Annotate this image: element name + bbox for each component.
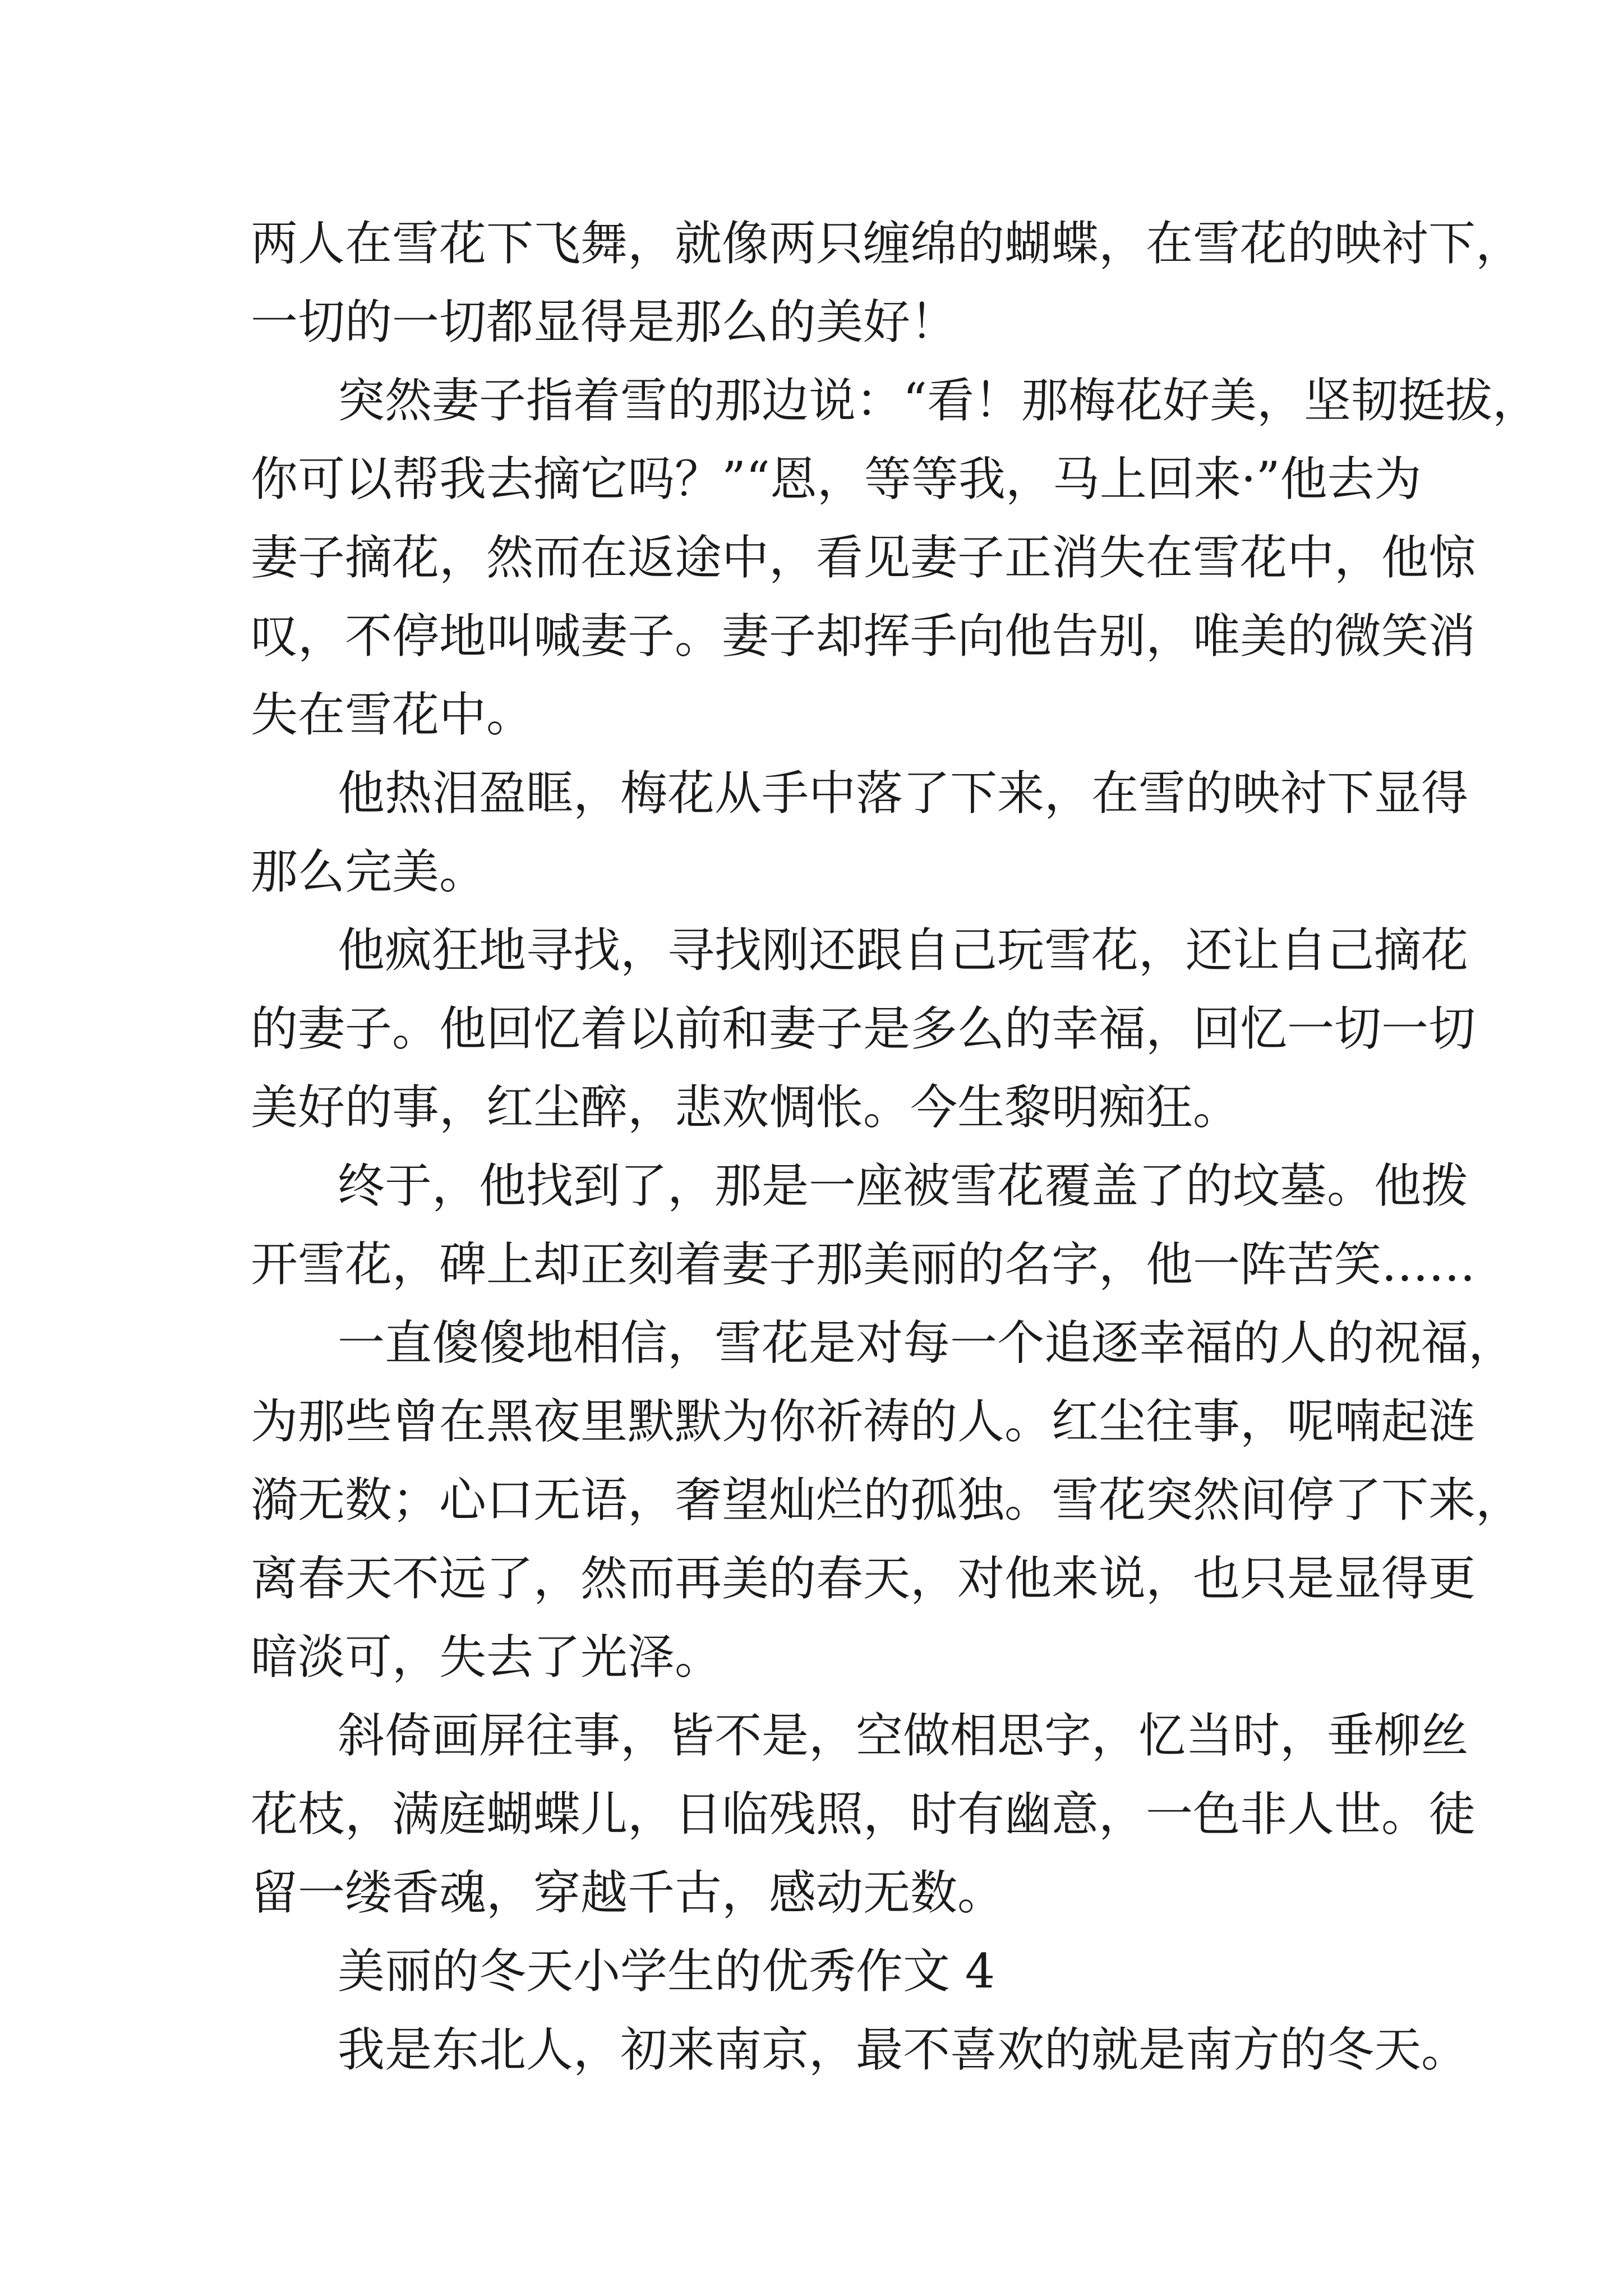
- text-line: 失在雪花中。: [251, 687, 534, 742]
- text-line: 他热泪盈眶，梅花从手中落了下来，在雪的映衬下显得: [338, 766, 1469, 821]
- text-line: 叹，不停地叫喊妻子。妻子却挥手向他告别，唯美的微笑消: [251, 609, 1476, 664]
- text-line: 花枝，满庭蝴蝶儿，日临残照，时有幽意，一色非人世。徒: [251, 1787, 1476, 1842]
- text-line: 暗淡可，失去了光泽。: [251, 1630, 722, 1685]
- text-line: 一切的一切都显得是那么的美好！: [251, 295, 958, 349]
- text-line: 开雪花，碑上却正刻着妻子那美丽的名字，他一阵苦笑……: [251, 1237, 1476, 1292]
- text-line: 妻子摘花，然而在返途中，看见妻子正消失在雪花中，他惊: [251, 530, 1476, 585]
- section-heading: 美丽的冬天小学生的优秀作文 4: [338, 1944, 995, 1999]
- text-line: 漪无数；心口无语，奢望灿烂的孤独。雪花突然间停了下来，: [251, 1473, 1523, 1527]
- text-line: 他疯狂地寻找，寻找刚还跟自己玩雪花，还让自己摘花: [338, 923, 1469, 978]
- text-line: 一直傻傻地相信，雪花是对每一个追逐幸福的人的祝福，: [338, 1315, 1516, 1370]
- text-line: 斜倚画屏往事，皆不是，空做相思字，忆当时，垂柳丝: [338, 1708, 1469, 1763]
- text-line: 两人在雪花下飞舞，就像两只缠绵的蝴蝶，在雪花的映衬下，: [251, 216, 1523, 271]
- text-line: 美好的事，红尘醉，悲欢惆怅。今生黎明痴狂。: [251, 1080, 1241, 1135]
- text-line: 突然妻子指着雪的那边说：“看！那梅花好美，坚韧挺拔，: [338, 373, 1539, 428]
- document-body: [251, 204, 1539, 2089]
- text-line: 终于，他找到了，那是一座被雪花覆盖了的坟墓。他拨: [338, 1158, 1469, 1213]
- text-line: 为那些曾在黑夜里默默为你祈祷的人。红尘往事，呢喃起涟: [251, 1394, 1476, 1449]
- text-line: 的妻子。他回忆着以前和妻子是多么的幸福，回忆一切一切: [251, 1001, 1476, 1056]
- text-line: 那么完美。: [251, 844, 487, 899]
- text-line: 你可以帮我去摘它吗？”“恩，等等我，马上回来·”他去为: [251, 452, 1422, 507]
- text-line: 留一缕香魂，穿越千古，感动无数。: [251, 1865, 1005, 1920]
- text-line: 我是东北人，初来南京，最不喜欢的就是南方的冬天。: [338, 2022, 1469, 2077]
- text-line: 离春天不远了，然而再美的春天，对他来说，也只是显得更: [251, 1551, 1476, 1606]
